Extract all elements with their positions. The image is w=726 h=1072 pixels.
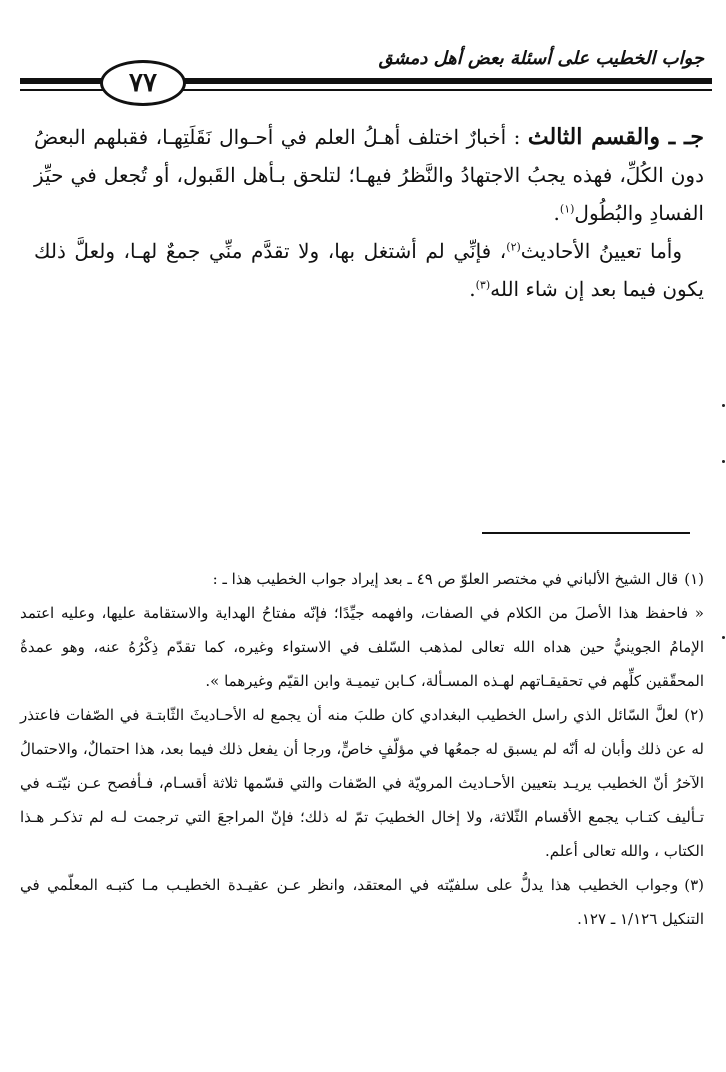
footnotes bbox=[20, 562, 704, 936]
footnote-ref-3[interactable]: (٣) bbox=[475, 278, 491, 292]
footnote-marker: (٣) bbox=[684, 876, 704, 894]
footnote-ref-1[interactable]: (١) bbox=[559, 202, 575, 216]
running-title: جواب الخطيب على أسئلة بعض أهل دمشق bbox=[378, 48, 704, 69]
margin-mark bbox=[722, 636, 725, 639]
paragraph-text: : أخبارٌ اختلف أهـلُ العلم في أحـوال نَقَلَتِهـا، فقبلهم البعضُ دون الكُلِّ، فهذه يجبُ الاجتهادُ والنَّظرُ فيهـا؛ لتلحق بـأهل القَبول، أو تُجعل في حيِّز الفسادِ والبُطُول bbox=[34, 125, 704, 225]
margin-mark bbox=[722, 404, 725, 407]
paragraph-section-three: جـ ـ والقسم الثالث : أخبارٌ اختلف أهـلُ العلم في أحـوال نَقَلَتِهـا، فقبلهم البعضُ دون الكُلِّ، فهذه يجبُ الاجتهادُ والنَّظرُ فيهـا؛ لتلحق بـأهل القَبول، أو تُجعل في حيِّز الفسادِ والبُطُول$^{(١)}$. bbox=[34, 124, 704, 225]
footnote-text: قال الشيخ الألباني في مختصر العلوّ ص ٤٩ ـ بعد إيراد جواب الخطيب هذا ـ : bbox=[212, 570, 679, 588]
footnote-divider bbox=[482, 532, 690, 534]
page-number: ٧٧ bbox=[129, 68, 157, 98]
footnote-text: وجواب الخطيب هذا يدلُّ على سلفيّته في المعتقد، وانظر عـن عقيـدة الخطيـب مـا كتبـه المعلّمي في التنكيل ١/١٢٦ ـ ١٢٧. bbox=[20, 876, 704, 928]
footnote-text: لعلَّ السّائل الذي راسل الخطيب البغدادي كان طلبَ منه أن يجمع له الأحـاديثَ الثّابتـة في الصّفات فاعتذر له عن ذلك وأبان له أنّه لم يسبق له جمعُها في مؤلّفٍ خاصٍّ، ورجا أن يفعل ذلك فيما بعد، هذا احتمالٌ، والاحتمالُ الآخرُ أنّ الخطيب يريـد بتعيين الأحـاديث المرويّة في الصّفات والتي قسّمها ثلاثة أقسـام، فـأفصح عـن نيّتـه في تـأليف كتـاب يجمع الأقسام الثّلاثة، ولا إخال الخطيبَ تمّ له ذلك؛ فإنّ المراجعَ التي ترجمت لـه لم تذكـر هـذا الكتاب ، والله تعالى أعلم. bbox=[20, 706, 704, 860]
margin-mark bbox=[722, 460, 725, 463]
footnote-1-quote: « فاحفظ هذا الأصلَ من الكلام في الصفات، وافهمه جيِّدًا؛ فإنّه مفتاحُ الهداية والاستقامة عليها، وعليه اعتمد الإمامُ الجوينيُّ حين هداه الله تعالى لمذهب السّلف في الاستواء وغيره، كما تقدّم ذِكْرُهُ عنه، وهو عمدةُ المحقّقين كلِّهم في تحقيقـاتهم لهـذه المسـألة، كـابن تيميـة وابن القيّم وغيرهما ». bbox=[20, 604, 704, 690]
main-body bbox=[34, 118, 704, 308]
section-heading: جـ ـ والقسم الثالث bbox=[527, 124, 704, 150]
page-number-badge bbox=[100, 60, 186, 106]
footnote-2 bbox=[20, 698, 704, 868]
footnote-marker: (٢) bbox=[684, 706, 704, 724]
footnote-ref-2[interactable]: (٢) bbox=[506, 240, 521, 254]
footnote-3 bbox=[20, 868, 704, 936]
footnote-1 bbox=[20, 562, 704, 596]
paragraph-hadith-specification: وأما تعيينُ الأحاديث$^{(٢)}$، فإنِّي لم أشتغل بها، ولا تقدَّم منِّي جمعٌ لهـا، ولعلَّ ذلك يكون فيما بعد إن شاء الله$^{(٣)}$. bbox=[34, 239, 704, 301]
footnote-marker: (١) bbox=[684, 570, 704, 588]
paragraph-text: وأما تعيينُ الأحاديث bbox=[520, 239, 683, 263]
